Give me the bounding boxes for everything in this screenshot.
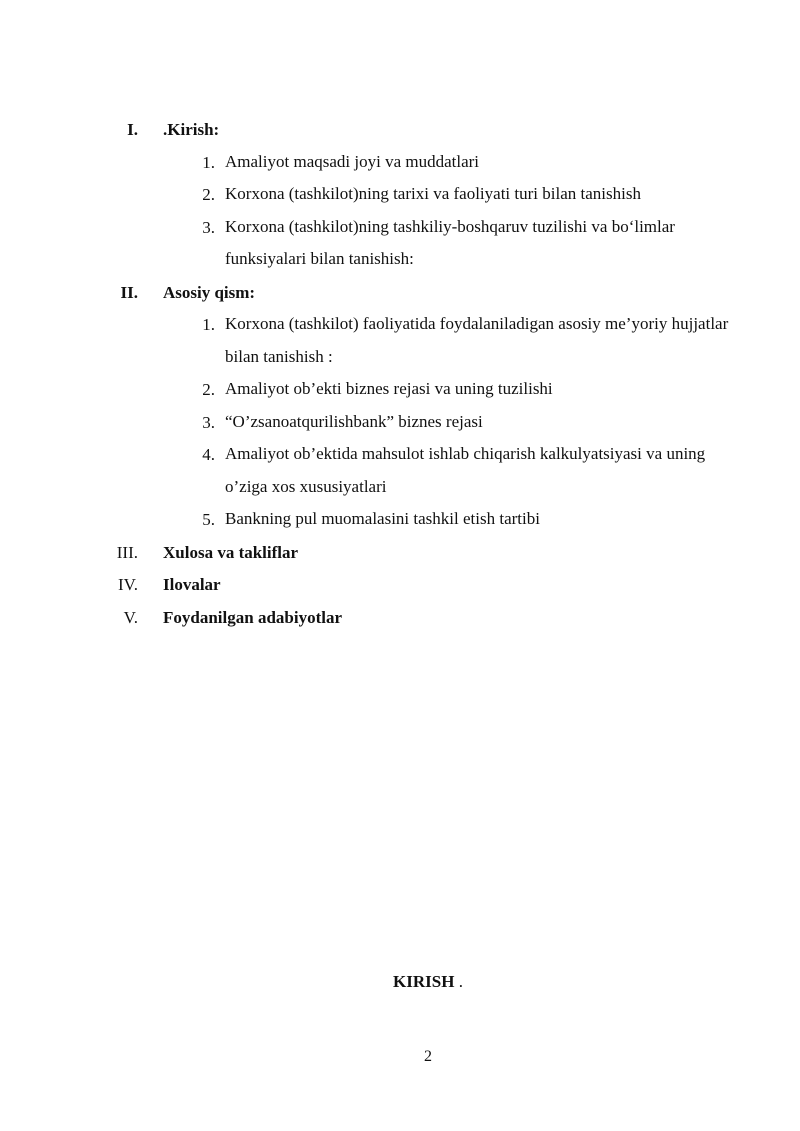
- toc-item: [0, 445, 800, 510]
- item-number: 1.: [202, 152, 215, 172]
- chapter-heading-suffix: .: [458, 972, 463, 991]
- section-title: .Kirish:: [163, 120, 220, 139]
- section-title: Foydanilgan adabiyotlar: [163, 607, 343, 627]
- item-number: 1.: [202, 315, 215, 334]
- item-number: 5.: [202, 510, 215, 529]
- item-text: Bankning pul muomalasini tashkil etish tartibi: [225, 509, 540, 528]
- item-number: 3.: [202, 217, 215, 237]
- section-title: Xulosa va takliflar: [163, 542, 299, 562]
- section-numeral: II.: [120, 282, 138, 302]
- table-of-contents: [0, 120, 800, 640]
- toc-item: [0, 218, 800, 283]
- item-number: 3.: [202, 412, 215, 432]
- item-text: Amaliyot maqsadi joyi va muddatlari: [225, 151, 480, 171]
- item-number: 2.: [202, 380, 215, 399]
- item-text: Amaliyot ob’ektida mahsulot ishlab chiqarish kalkulyatsiyasi va uning o’ziga xos xususiyatlari: [225, 444, 706, 496]
- toc-section-4: [0, 575, 800, 608]
- chapter-heading-text: KIRISH: [393, 972, 455, 991]
- toc-item: [0, 510, 800, 543]
- page-number: 2: [424, 1048, 432, 1065]
- chapter-heading: [0, 972, 800, 992]
- section-title: Ilovalar: [163, 575, 221, 594]
- section-numeral: III.: [116, 542, 138, 562]
- section-numeral: V.: [123, 607, 138, 627]
- toc-section-3: [0, 543, 800, 576]
- item-number: 2.: [202, 185, 215, 204]
- toc-section-5: [0, 608, 800, 641]
- item-text: “O’zsanoatqurilishbank” biznes rejasi: [225, 411, 483, 431]
- section-numeral: IV.: [118, 575, 138, 594]
- item-number: 4.: [202, 445, 215, 464]
- item-text: Korxona (tashkilot) faoliyatida foydalaniladigan asosiy me’yoriy hujjatlar bilan tanishish :: [225, 314, 729, 366]
- item-text: Korxona (tashkilot)ning tashkiliy-boshqaruv tuzilishi va bo‘limlar funksiyalari bilan tanishish:: [225, 216, 675, 268]
- toc-item: [0, 315, 800, 380]
- item-text: Amaliyot ob’ekti biznes rejasi va uning tuzilishi: [225, 379, 553, 398]
- item-text: Korxona (tashkilot)ning tarixi va faoliyati turi bilan tanishish: [225, 184, 641, 203]
- section-numeral: I.: [127, 120, 138, 139]
- section-title: Asosiy qism:: [163, 282, 256, 302]
